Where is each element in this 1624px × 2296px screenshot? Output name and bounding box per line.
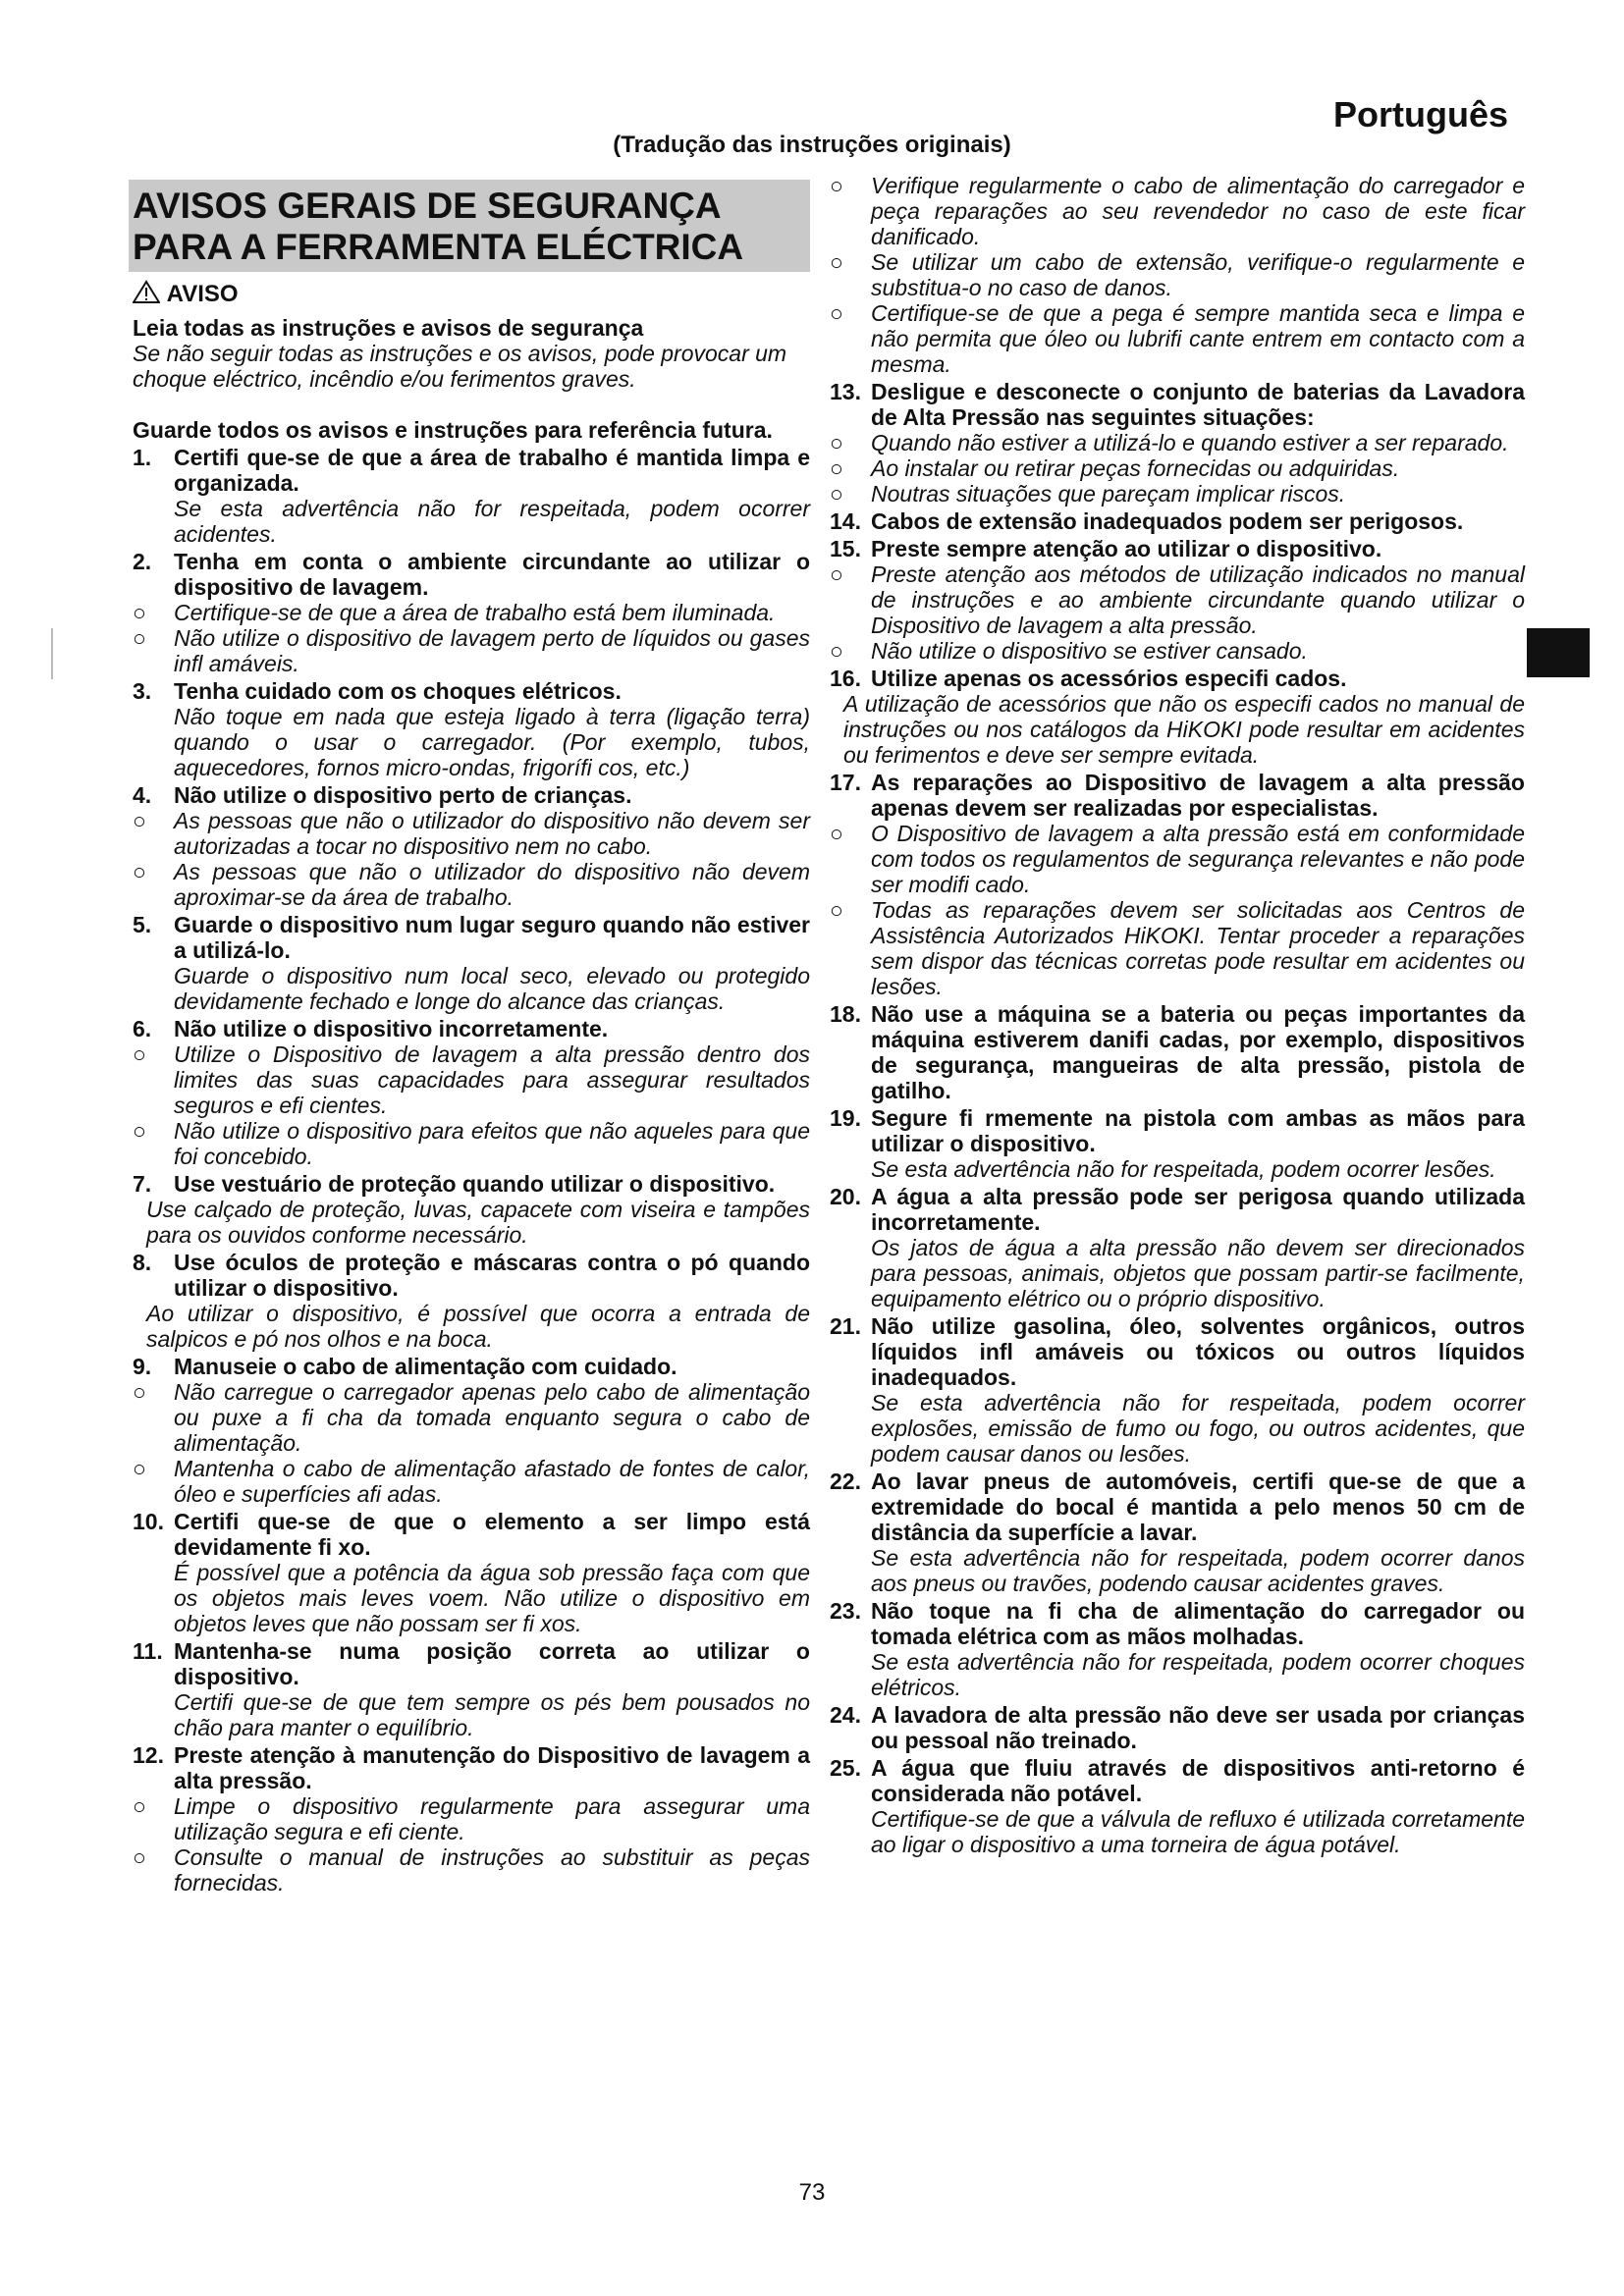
bullet-text: Utilize o Dispositivo de lavagem a alta pressão dentro dos limites das suas capacidades para assegurar resultados seguros e efi cientes. (174, 1041, 810, 1118)
item-heading: Não toque na fi cha de alimentação do carregador ou tomada elétrica com as mãos molhadas. (871, 1598, 1525, 1649)
item-heading: A água a alta pressão pode ser perigosa quando utilizada incorretamente. (871, 1184, 1525, 1235)
item-heading: Tenha em conta o ambiente circundante ao utilizar o dispositivo de lavagem. (174, 549, 810, 600)
list-item (133, 1250, 810, 1301)
bullet (133, 808, 810, 859)
bullet-circle-icon: ○ (830, 638, 843, 664)
item-heading: Cabos de extensão inadequados podem ser perigosos. (871, 508, 1464, 534)
list-item (830, 1702, 1525, 1753)
item-text: Ao utilizar o dispositivo, é possível que ocorra a entrada de salpicos e pó nos olhos e na boca. (146, 1301, 810, 1352)
title-line-1: AVISOS GERAIS DE SEGURANÇA (133, 186, 722, 226)
bullet-text: Quando não estiver a utilizá-lo e quando estiver a ser reparado. (871, 430, 1509, 455)
item-number: 1. (133, 445, 152, 470)
bullet-text: Não utilize o dispositivo para efeitos que não aqueles para que foi concebido. (174, 1118, 810, 1169)
item-text: Se esta advertência não for respeitada, podem ocorrer acidentes. (174, 496, 810, 547)
bullet-text: Verifique regularmente o cabo de alimentação do carregador e peça reparações ao seu revendedor no caso de este ficar danificado. (871, 173, 1525, 249)
item-heading: A lavadora de alta pressão não deve ser usada por crianças ou pessoal não treinado. (871, 1702, 1525, 1753)
bullet-circle-icon: ○ (830, 430, 843, 455)
item-heading: Use vestuário de proteção quando utilizar o dispositivo. (174, 1171, 776, 1197)
list-item (133, 1354, 810, 1379)
item-heading: Não utilize o dispositivo perto de crianças. (174, 782, 632, 808)
item-heading: Não utilize gasolina, óleo, solventes orgânicos, outros líquidos infl amáveis ou tóxicos ou outros líquidos inadequados. (871, 1313, 1525, 1390)
bullet (133, 1041, 810, 1118)
bullet-circle-icon: ○ (830, 455, 843, 481)
item-number: 9. (133, 1354, 152, 1379)
item-number: 25. (830, 1755, 861, 1781)
list-item (133, 678, 810, 704)
bullet-circle-icon: ○ (830, 249, 843, 275)
list-item (133, 445, 810, 496)
bullet (830, 249, 1525, 300)
bullet-text: Mantenha o cabo de alimentação afastado de fontes de calor, óleo e superfícies afi adas. (174, 1456, 810, 1507)
list-item (830, 1105, 1525, 1156)
bullet (830, 561, 1525, 638)
item-number: 14. (830, 508, 861, 534)
item-heading: Mantenha-se numa posição correta ao utilizar o dispositivo. (174, 1638, 810, 1689)
bullet-circle-icon: ○ (133, 859, 146, 884)
language-tab-marker (1527, 628, 1590, 677)
bullet-circle-icon: ○ (830, 561, 843, 587)
item-heading: Certifi que-se de que o elemento a ser limpo está devidamente fi xo. (174, 1509, 810, 1560)
list-item (830, 770, 1525, 821)
bullet (830, 430, 1525, 455)
item-heading: Certifi que-se de que a área de trabalho é mantida limpa e organizada. (174, 445, 810, 496)
bullet-text: Não carregue o carregador apenas pelo cabo de alimentação ou puxe a fi cha da tomada enquanto segura o cabo de alimentação. (174, 1379, 810, 1456)
item-number: 12. (133, 1742, 164, 1768)
title-line-2: PARA A FERRAMENTA ELÉCTRICA (133, 227, 744, 267)
item-number: 8. (133, 1250, 152, 1275)
item-number: 5. (133, 912, 152, 937)
item-text: A utilização de acessórios que não os especifi cados no manual de instruções ou nos catálogos da HiKOKI pode resultar em acidentes ou ferimentos e deve ser sempre evitada. (843, 691, 1525, 768)
item-text: Se esta advertência não for respeitada, podem ocorrer choques elétricos. (871, 1649, 1525, 1700)
bullet-circle-icon: ○ (133, 1041, 146, 1067)
item-number: 13. (830, 379, 861, 404)
bullet-circle-icon: ○ (133, 1793, 146, 1819)
bullet-text: Noutras situações que pareçam implicar riscos. (871, 481, 1346, 507)
page-title (129, 180, 810, 272)
list-item (830, 1001, 1525, 1103)
bullet-text: As pessoas que não o utilizador do dispositivo não devem ser autorizadas a tocar no dispositivo nem no cabo. (174, 808, 810, 859)
warning-label (133, 280, 810, 309)
bullet-circle-icon: ○ (133, 1118, 146, 1144)
bullet (133, 1844, 810, 1896)
item-number: 18. (830, 1001, 861, 1027)
page-number: 73 (798, 2179, 826, 2206)
item-text: Use calçado de proteção, luvas, capacete com viseira e tampões para os ouvidos conforme necessário. (146, 1197, 810, 1248)
bullet (830, 638, 1525, 664)
item-heading: Preste atenção à manutenção do Dispositivo de lavagem a alta pressão. (174, 1742, 810, 1793)
item-text: Se esta advertência não for respeitada, podem ocorrer explosões, emissão de fumo ou fogo, ou outros acidentes, que podem causar danos ou lesões. (871, 1390, 1525, 1467)
item-heading: Ao lavar pneus de automóveis, certifi que-se de que a extremidade do bocal é mantida a pelo menos 50 cm de distância da superfície a lavar. (871, 1468, 1525, 1545)
warning-triangle-icon (133, 283, 167, 309)
list-item (133, 1509, 810, 1560)
list-item (830, 1468, 1525, 1545)
item-text: Guarde o dispositivo num local seco, elevado ou protegido devidamente fechado e longe do alcance das crianças. (174, 963, 810, 1014)
item-heading: Guarde o dispositivo num lugar seguro quando não estiver a utilizá-lo. (174, 912, 810, 963)
item-heading: Tenha cuidado com os choques elétricos. (174, 678, 622, 704)
item-text: É possível que a potência da água sob pressão faça com que os objetos mais leves voem. Não utilize o dispositivo em objetos leves que não possam ser fi xos. (174, 1560, 810, 1636)
list-item (830, 508, 1525, 534)
item-number: 17. (830, 770, 861, 795)
bullet-circle-icon: ○ (133, 808, 146, 833)
item-heading: As reparações ao Dispositivo de lavagem a alta pressão apenas devem ser realizadas por especialistas. (871, 770, 1525, 821)
list-item (830, 1184, 1525, 1235)
item-number: 6. (133, 1016, 152, 1041)
item-number: 7. (133, 1171, 152, 1197)
item-number: 4. (133, 782, 152, 808)
item-heading: Segure fi rmemente na pistola com ambas as mãos para utilizar o dispositivo. (871, 1105, 1525, 1156)
bullet (133, 600, 810, 625)
item-text: Se esta advertência não for respeitada, podem ocorrer danos aos pneus ou travões, podendo causar acidentes graves. (871, 1545, 1525, 1596)
item-number: 20. (830, 1184, 861, 1209)
bullet (133, 1456, 810, 1507)
item-heading: Utilize apenas os acessórios especifi cados. (871, 666, 1347, 691)
list-item (830, 1598, 1525, 1649)
item-heading: Preste sempre atenção ao utilizar o dispositivo. (871, 536, 1382, 561)
item-text: Certifi que-se de que tem sempre os pés bem pousados no chão para manter o equilíbrio. (174, 1689, 810, 1740)
item-number: 10. (133, 1509, 164, 1534)
bullet (830, 821, 1525, 897)
bullet (830, 481, 1525, 507)
language-label: Português (1332, 94, 1508, 134)
bullet-circle-icon: ○ (830, 821, 843, 846)
list-item (133, 1638, 810, 1689)
item-number: 2. (133, 549, 152, 574)
bullet-text: Limpe o dispositivo regularmente para assegurar uma utilização segura e efi ciente. (174, 1793, 810, 1844)
bullet-circle-icon: ○ (133, 625, 146, 651)
bullet-circle-icon: ○ (830, 481, 843, 507)
list-item (133, 1016, 810, 1041)
bullet-text: Não utilize o dispositivo de lavagem perto de líquidos ou gases infl amáveis. (174, 625, 810, 676)
bullet (133, 1379, 810, 1456)
item-number: 19. (830, 1105, 861, 1131)
bullet-text: Certifique-se de que a pega é sempre mantida seca e limpa e não permita que óleo ou lubrifi cante entrem em contacto com a mesma. (871, 300, 1525, 377)
bullet (133, 859, 810, 910)
bullet (133, 1118, 810, 1169)
bullet-text: O Dispositivo de lavagem a alta pressão está em conformidade com todos os regulamentos de segurança relevantes e não pode ser modifi cado. (871, 821, 1525, 897)
item-number: 3. (133, 678, 152, 704)
bullet (133, 625, 810, 676)
list-item (830, 1755, 1525, 1806)
item-heading: Desligue e desconecte o conjunto de baterias da Lavadora de Alta Pressão nas seguintes situações: (871, 379, 1525, 430)
item-number: 15. (830, 536, 861, 561)
bullet-text: Preste atenção aos métodos de utilização indicados no manual de instruções e ao ambiente circundante quando utilizar o Dispositivo de lavagem a alta pressão. (871, 561, 1525, 638)
warning-text: AVISO (166, 281, 239, 307)
item-number: 23. (830, 1598, 861, 1624)
bullet-circle-icon: ○ (133, 1379, 146, 1405)
item-text: Não toque em nada que esteja ligado à terra (ligação terra) quando o usar o carregador. (Por exemplo, tubos, aquecedores, fornos micro-ondas, frigorífi cos, etc.) (174, 704, 810, 780)
bullet (830, 173, 1525, 249)
subtitle: (Tradução das instruções originais) (613, 132, 1011, 158)
bullet-text: Todas as reparações devem ser solicitadas aos Centros de Assistência Autorizados HiKOKI. Tentar proceder a reparações sem dispor das técnicas corretas pode resultar em acidentes ou lesões. (871, 897, 1525, 999)
list-item (133, 1171, 810, 1197)
list-item (830, 666, 1525, 691)
right-column (830, 173, 1525, 1857)
bullet-text: Certifique-se de que a área de trabalho está bem iluminada. (174, 600, 776, 625)
keep-instructions: Guarde todos os avisos e instruções para referência futura. (133, 417, 773, 443)
warning-body: Se não seguir todas as instruções e os avisos, pode provocar um choque eléctrico, incêndio e/ou ferimentos graves. (133, 341, 787, 392)
list-item (133, 782, 810, 808)
list-item (133, 1742, 810, 1793)
item-number: 21. (830, 1313, 861, 1339)
bullet (830, 455, 1525, 481)
list-item (830, 1313, 1525, 1390)
bullet-circle-icon: ○ (830, 897, 843, 923)
bullet (830, 300, 1525, 377)
bullet-text: As pessoas que não o utilizador do dispositivo não devem aproximar-se da área de trabalho. (174, 859, 810, 910)
left-column (133, 180, 810, 1896)
item-text: Certifique-se de que a válvula de refluxo é utilizada corretamente ao ligar o dispositivo a uma torneira de água potável. (871, 1806, 1525, 1857)
item-text: Se esta advertência não for respeitada, podem ocorrer lesões. (871, 1156, 1496, 1182)
bullet-text: Se utilizar um cabo de extensão, verifique-o regularmente e substitua-o no caso de danos. (871, 249, 1525, 300)
warning-heading: Leia todas as instruções e avisos de segurança (133, 315, 644, 341)
list-item (830, 379, 1525, 430)
bullet-circle-icon: ○ (133, 1456, 146, 1481)
bullet-text: Ao instalar ou retirar peças fornecidas ou adquiridas. (871, 455, 1400, 481)
list-item (830, 536, 1525, 561)
item-heading: Não use a máquina se a bateria ou peças importantes da máquina estiverem danifi cadas, por exemplo, dispositivos de segurança, mangueiras de alta pressão, pistola de gatilho. (871, 1001, 1525, 1103)
list-item (133, 549, 810, 600)
bullet-circle-icon: ○ (133, 600, 146, 625)
item-text: Os jatos de água a alta pressão não devem ser direcionados para pessoas, animais, objetos que possam partir-se facilmente, equipamento elétrico ou o próprio dispositivo. (871, 1235, 1525, 1311)
bullet-text: Não utilize o dispositivo se estiver cansado. (871, 638, 1308, 664)
bullet-circle-icon: ○ (133, 1844, 146, 1870)
item-heading: Use óculos de proteção e máscaras contra o pó quando utilizar o dispositivo. (174, 1250, 810, 1301)
item-heading: A água que fluiu através de dispositivos anti-retorno é considerada não potável. (871, 1755, 1525, 1806)
item-number: 22. (830, 1468, 861, 1494)
item-number: 16. (830, 666, 861, 691)
bullet-circle-icon: ○ (830, 173, 843, 198)
item-heading: Manuseie o cabo de alimentação com cuidado. (174, 1354, 677, 1379)
edge-line (51, 628, 53, 679)
item-number: 11. (133, 1638, 163, 1664)
bullet-circle-icon: ○ (830, 300, 843, 326)
bullet (133, 1793, 810, 1844)
bullet-text: Consulte o manual de instruções ao substituir as peças fornecidas. (174, 1844, 810, 1896)
bullet (830, 897, 1525, 999)
list-item (133, 912, 810, 963)
item-number: 24. (830, 1702, 861, 1728)
item-heading: Não utilize o dispositivo incorretamente. (174, 1016, 609, 1041)
